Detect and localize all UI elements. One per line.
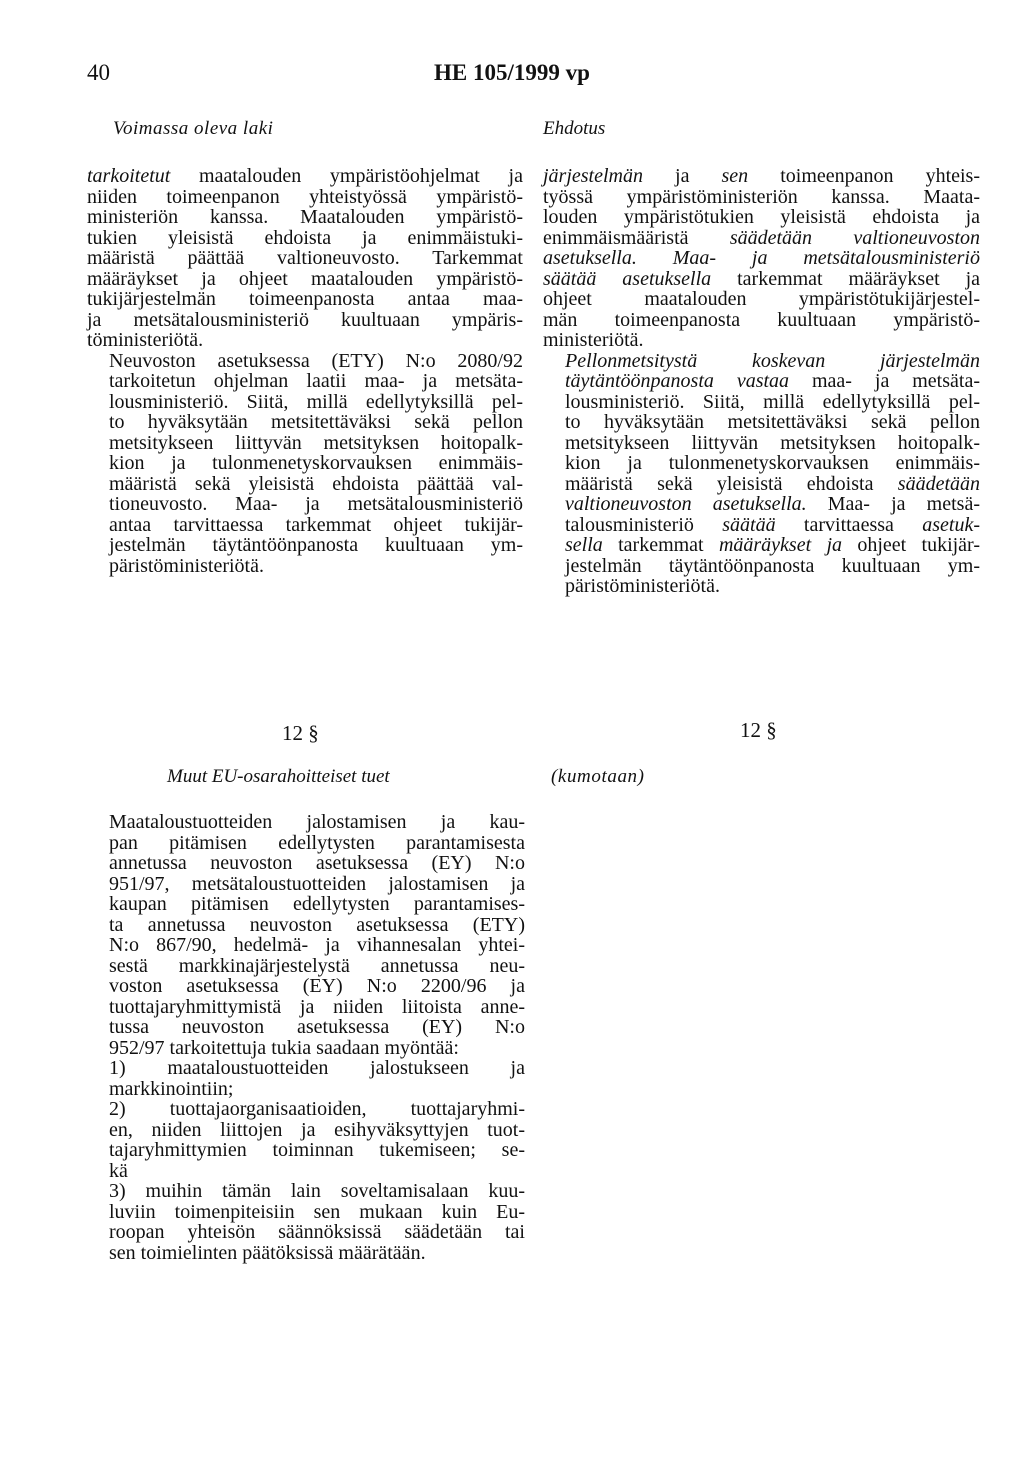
proposal-text bbox=[543, 166, 980, 597]
text-line: töministeriötä. bbox=[87, 329, 204, 351]
right-column-heading: Ehdotus bbox=[543, 118, 606, 139]
text-line: enimmäismääristä säädetään valtioneuvoston bbox=[543, 226, 980, 249]
text-line: pan pitämisen edellytysten parantamisesta bbox=[109, 831, 525, 854]
text-line: säätää asetuksella tarkemmat määräykset ja bbox=[543, 267, 980, 290]
current-law-text bbox=[87, 166, 523, 576]
text-line: metsitykseen liittyvän metsityksen hoitopalk- bbox=[565, 431, 980, 454]
text-line: luviin toimenpiteisiin sen mukaan kuin Eu- bbox=[109, 1200, 525, 1223]
text-line: kion ja tulonmenetyskorvauksen enimmäis- bbox=[565, 452, 980, 474]
text-line: N:o 867/90, hedelmä- ja vihannesalan yhtei- bbox=[109, 934, 525, 956]
document-id: HE 105/1999 vp bbox=[434, 60, 590, 85]
page-number: 40 bbox=[87, 60, 110, 85]
text-line: määristä sekä yleisistä ehdoista säädetään bbox=[565, 472, 980, 495]
section-title-left: Muut EU-osarahoitteiset tuet bbox=[167, 766, 390, 787]
text-line: järjestelmän ja sen toimeenpanon yhteis- bbox=[543, 165, 980, 187]
current-law-paragraph-1 bbox=[87, 166, 523, 351]
section-number-left: 12 § bbox=[282, 721, 319, 745]
text-line: Neuvoston asetuksessa (ETY) N:o 2080/92 bbox=[109, 349, 523, 372]
text-line: kä bbox=[109, 1159, 128, 1182]
section-title-right: (kumotaan) bbox=[551, 766, 645, 787]
section-number-right: 12 § bbox=[740, 718, 777, 742]
section-12-item-3 bbox=[87, 1181, 525, 1263]
text-line: en, niiden liittojen ja esihyväksyttyjen tuot- bbox=[109, 1118, 525, 1141]
text-line: niiden toimeenpanon yhteistyössä ympäristö- bbox=[87, 185, 523, 208]
text-line: ministeriön kanssa. Maatalouden ympäristö- bbox=[87, 206, 523, 228]
text-line: tarkoitetut maatalouden ympäristöohjelmat ja bbox=[87, 165, 523, 187]
text-line: Maataloustuotteiden jalostamisen ja kau- bbox=[109, 811, 525, 833]
text-line: tarkoitetun ohjelman laatii maa- ja metsäta- bbox=[109, 370, 523, 392]
text-line: asetuksella. Maa- ja metsätalousministeriö bbox=[543, 247, 980, 269]
text-line: päristöministeriötä. bbox=[109, 554, 264, 577]
text-line: 952/97 tarkoitettuja tukia saadaan myöntää: bbox=[109, 1036, 459, 1059]
text-line: tuottajaryhmittymistä ja niiden liitoista anne- bbox=[109, 995, 525, 1018]
text-line: roopan yhteisön säännöksissä säädetään tai bbox=[109, 1221, 525, 1243]
section-12-paragraph bbox=[87, 812, 525, 1058]
proposal-paragraph-1 bbox=[543, 166, 980, 351]
text-line: voston asetuksessa (EY) N:o 2200/96 ja bbox=[109, 975, 525, 997]
text-line: sestä markkinajärjestelystä annetussa neu- bbox=[109, 954, 525, 977]
text-line: työssä ympäristöministeriön kanssa. Maata- bbox=[543, 185, 980, 208]
text-line: 1) maataloustuotteiden jalostukseen ja bbox=[109, 1057, 525, 1079]
text-line: metsitykseen liittyvän metsityksen hoitopalk- bbox=[109, 431, 523, 454]
text-line: määristä päättää valtioneuvosto. Tarkemmat bbox=[87, 247, 523, 269]
text-line: päristöministeriötä. bbox=[565, 575, 720, 597]
text-line: louden ympäristötukien yleisistä ehdoista ja bbox=[543, 206, 980, 228]
current-law-paragraph-2 bbox=[87, 351, 523, 577]
text-line: määristä sekä yleisistä ehdoista päättää val- bbox=[109, 472, 523, 495]
text-line: to hyväksytään metsitettäväksi sekä pellon bbox=[565, 411, 980, 433]
text-line: annetussa neuvoston asetuksessa (EY) N:o bbox=[109, 852, 525, 874]
text-line: valtioneuvoston asetuksella. Maa- ja metsä- bbox=[565, 493, 980, 515]
text-line: tioneuvosto. Maa- ja metsätalousministeriö bbox=[109, 493, 523, 515]
text-line: kion ja tulonmenetyskorvauksen enimmäis- bbox=[109, 452, 523, 474]
text-line: 951/97, metsätaloustuotteiden jalostamisen ja bbox=[109, 872, 525, 895]
text-line: ta annetussa neuvoston asetuksessa (ETY) bbox=[109, 913, 525, 936]
section-12-text bbox=[87, 812, 525, 1263]
text-line: antaa tarvittaessa tarkemmat ohjeet tukijär- bbox=[109, 513, 523, 536]
text-line: sella tarkemmat määräykset ja ohjeet tukijär- bbox=[565, 534, 980, 556]
text-line: sen toimielinten päätöksissä määrätään. bbox=[109, 1241, 426, 1264]
text-line: kaupan pitämisen edellytysten parantamises- bbox=[109, 893, 525, 915]
text-line: 2) tuottajaorganisaatioiden, tuottajaryhmi- bbox=[109, 1098, 525, 1120]
text-line: lousministeriö. Siitä, millä edellytyksillä pel- bbox=[565, 390, 980, 413]
text-line: markkinointiin; bbox=[109, 1077, 234, 1100]
text-line: tukijärjestelmän toimeenpanosta antaa maa- bbox=[87, 288, 523, 310]
text-line: jestelmän täytäntöönpanosta kuultuaan ym- bbox=[109, 534, 523, 556]
left-column-heading: Voimassa oleva laki bbox=[113, 118, 274, 139]
text-line: lousministeriö. Siitä, millä edellytyksillä pel- bbox=[109, 390, 523, 413]
text-line: to hyväksytään metsitettäväksi sekä pellon bbox=[109, 411, 523, 433]
text-line: Pellonmetsitystä koskevan järjestelmän bbox=[565, 349, 980, 372]
proposal-paragraph-2 bbox=[543, 351, 980, 597]
text-line: ja metsätalousministeriö kuultuaan ympäris- bbox=[87, 308, 523, 331]
text-line: ohjeet maatalouden ympäristötukijärjestel- bbox=[543, 288, 980, 310]
text-line: talousministeriö säätää tarvittaessa asetuk- bbox=[565, 513, 980, 536]
text-line: ministeriötä. bbox=[543, 329, 644, 351]
text-line: tajaryhmittymien toiminnan tukemiseen; se- bbox=[109, 1139, 525, 1161]
page-header bbox=[0, 0, 1024, 110]
section-12-item-2 bbox=[87, 1099, 525, 1181]
text-line: tussa neuvoston asetuksessa (EY) N:o bbox=[109, 1016, 525, 1038]
text-line: määräykset ja ohjeet maatalouden ympäristö- bbox=[87, 267, 523, 290]
text-line: jestelmän täytäntöönpanosta kuultuaan ym- bbox=[565, 554, 980, 577]
section-12-item-1 bbox=[87, 1058, 525, 1099]
text-line: män toimeenpanosta kuultuaan ympäristö- bbox=[543, 308, 980, 331]
text-line: 3) muihin tämän lain soveltamisalaan kuu- bbox=[109, 1180, 525, 1202]
text-line: täytäntöönpanosta vastaa maa- ja metsäta- bbox=[565, 370, 980, 392]
text-line: tukien yleisistä ehdoista ja enimmäistuki- bbox=[87, 226, 523, 249]
